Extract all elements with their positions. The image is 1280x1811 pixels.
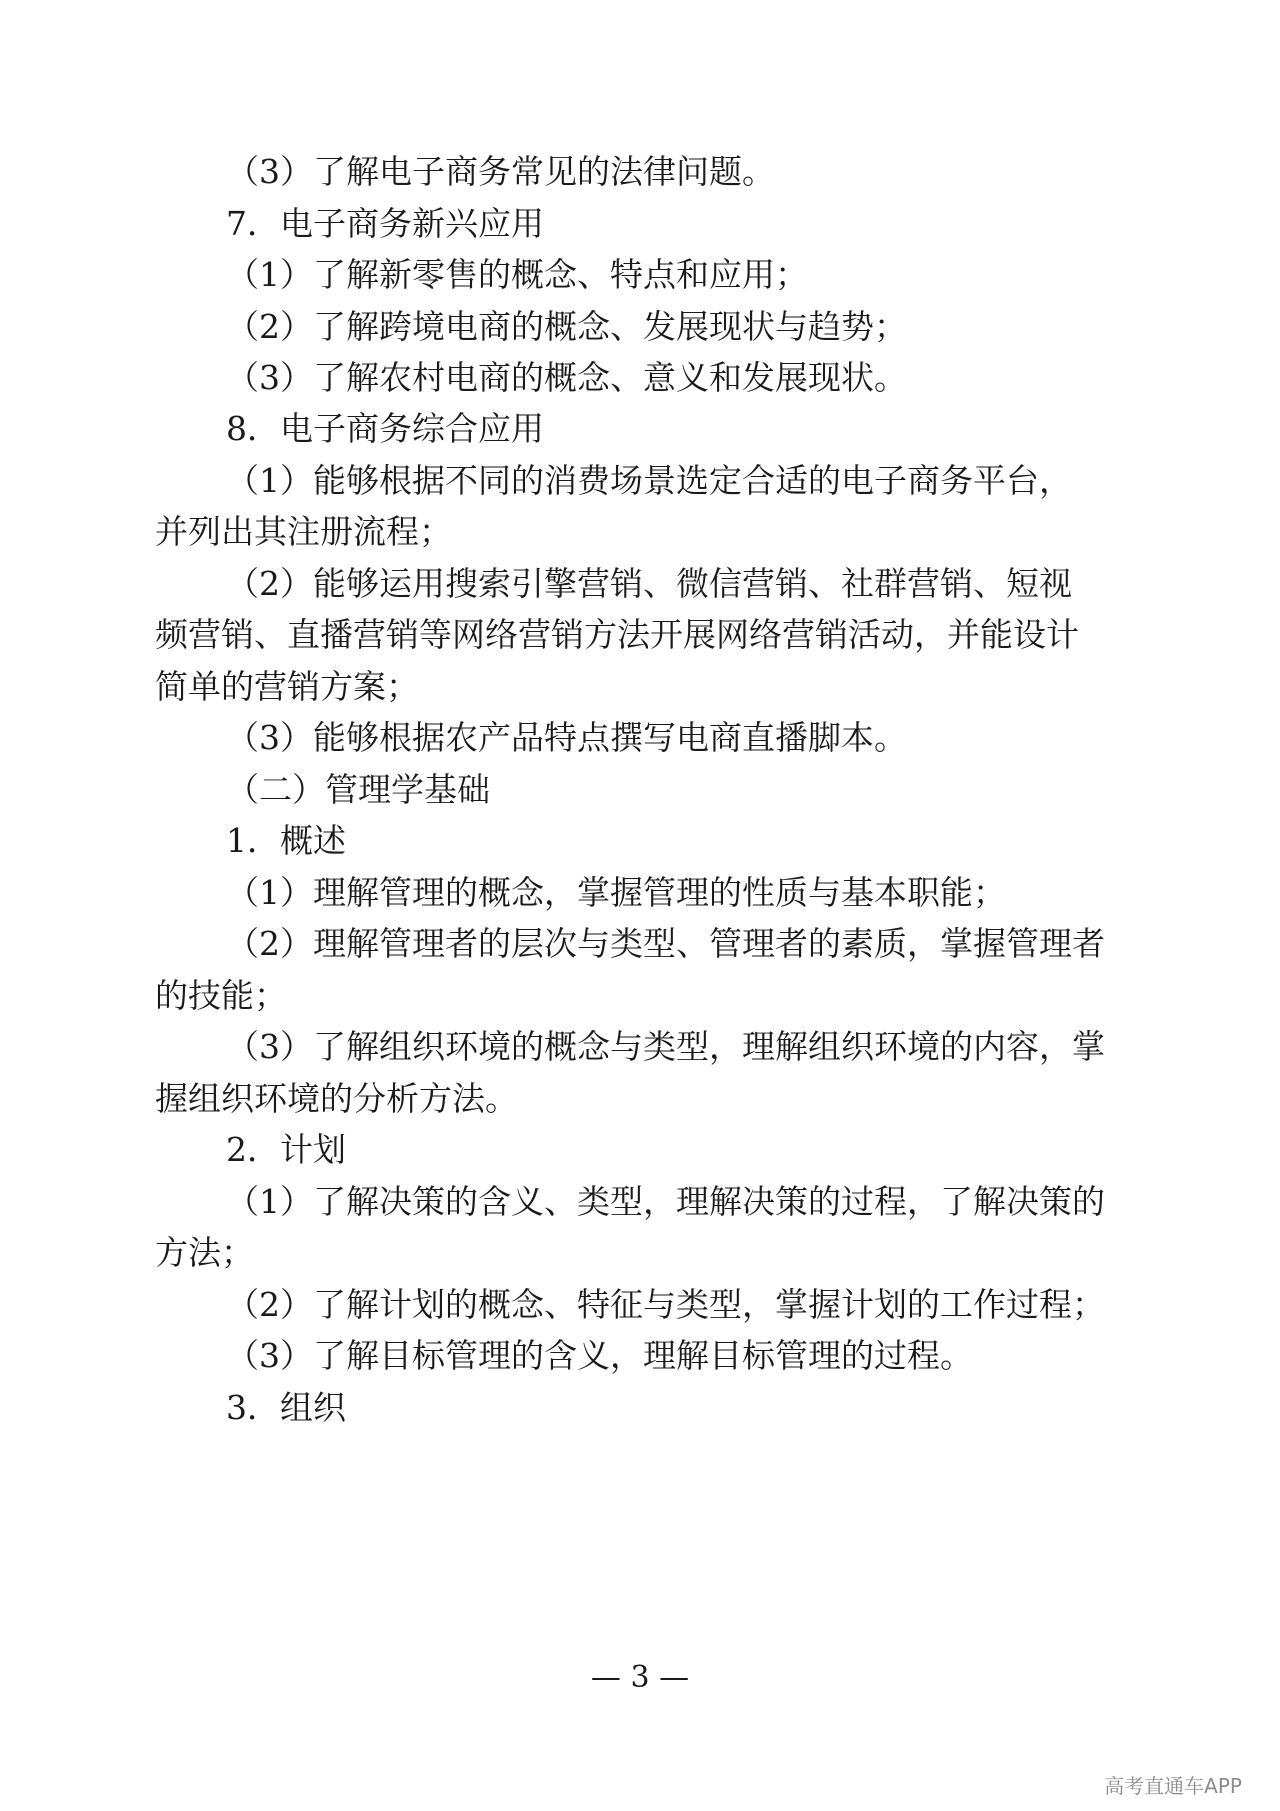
- text-line: 握组织环境的分析方法。: [155, 1079, 518, 1118]
- text-line: （3）了解电子商务常见的法律问题。: [226, 152, 775, 191]
- section-heading: 2．计划: [226, 1130, 346, 1169]
- text-line: （2）了解计划的概念、特征与类型，掌握计划的工作过程；: [226, 1285, 1105, 1324]
- text-line: （2）能够运用搜索引擎营销、微信营销、社群营销、短视: [226, 564, 1072, 603]
- text-line: （3）了解农村电商的概念、意义和发展现状。: [226, 358, 907, 397]
- text-line: （1）了解新零售的概念、特点和应用；: [226, 255, 808, 294]
- text-line: （1）理解管理的概念，掌握管理的性质与基本职能；: [226, 873, 1006, 912]
- section-heading: 1．概述: [226, 821, 346, 860]
- text-line: 的技能；: [155, 976, 287, 1015]
- text-line: （3）了解组织环境的概念与类型，理解组织环境的内容，掌: [226, 1027, 1105, 1066]
- section-heading: （二）管理学基础: [226, 770, 490, 809]
- section-heading: 7．电子商务新兴应用: [226, 204, 544, 243]
- text-line: 方法；: [155, 1233, 254, 1272]
- watermark: 高考直通车APP: [1104, 1774, 1242, 1798]
- text-line: （1）了解决策的含义、类型，理解决策的过程，了解决策的: [226, 1182, 1105, 1221]
- text-line: 并列出其注册流程；: [155, 512, 452, 551]
- text-line: （2）了解跨境电商的概念、发展现状与趋势；: [226, 307, 907, 346]
- text-line: （3）能够根据农产品特点撰写电商直播脚本。: [226, 718, 907, 757]
- text-line: （2）理解管理者的层次与类型、管理者的素质，掌握管理者: [226, 924, 1105, 963]
- text-line: （1）能够根据不同的消费场景选定合适的电子商务平台，: [226, 461, 1072, 500]
- section-heading: 8．电子商务综合应用: [226, 409, 544, 448]
- text-line: 频营销、直播营销等网络营销方法开展网络营销活动，并能设计: [155, 615, 1079, 654]
- page-number: — 3 —: [590, 1660, 690, 1695]
- text-line: 简单的营销方案；: [155, 667, 419, 706]
- section-heading: 3．组织: [226, 1388, 346, 1427]
- text-line: （3）了解目标管理的含义，理解目标管理的过程。: [226, 1336, 973, 1375]
